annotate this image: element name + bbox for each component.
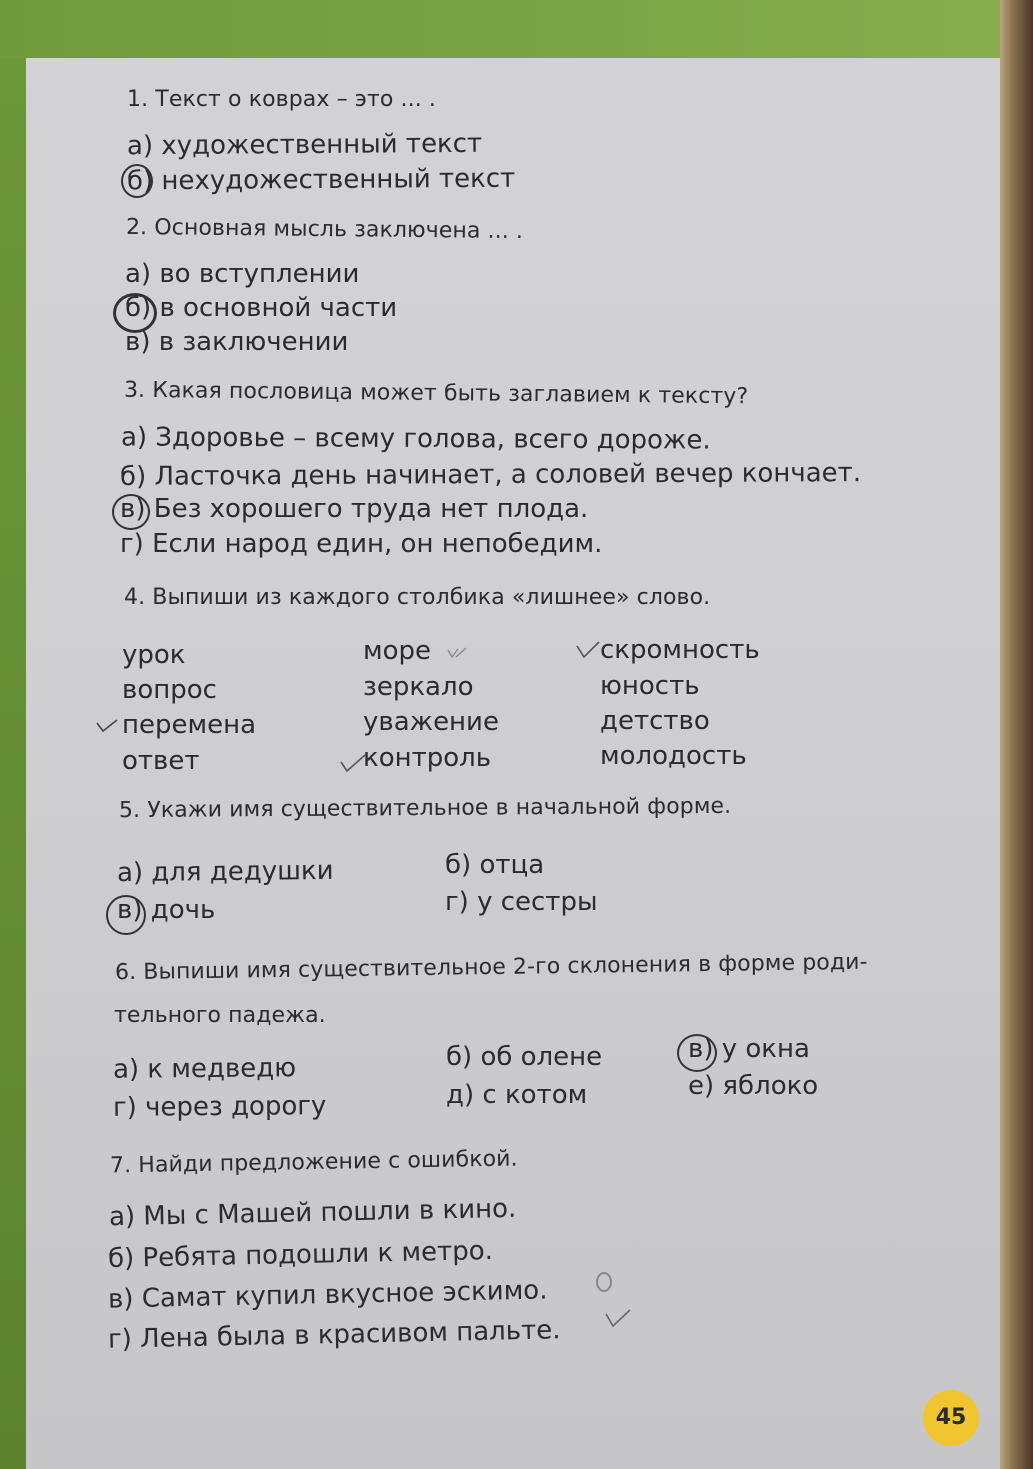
question-2-prompt: 2. Основная мысль заключена ... . — [125, 214, 524, 245]
circle-doodle-icon — [592, 1270, 616, 1294]
answer-circle-mark — [121, 164, 153, 198]
question-1-option-b: б) нехудожественный текст — [126, 163, 516, 197]
question-6-option-b: б) об олене — [446, 1042, 603, 1072]
column-3-word-3: детство — [600, 706, 710, 736]
question-7-option-d: г) Лена была в красивом пальте. — [107, 1315, 561, 1355]
question-6-option-a: а) к медведю — [112, 1053, 297, 1085]
column-2-word-3: уважение — [363, 707, 499, 737]
check-mark-icon — [95, 718, 119, 734]
page-number: 45 — [935, 1405, 967, 1430]
question-5-option-c: в) дочь — [117, 895, 216, 925]
answer-circle-mark — [113, 293, 157, 333]
question-3-option-c: в) Без хорошего труда нет плода. — [120, 494, 589, 524]
question-7-option-a: а) Мы с Машей пошли в кино. — [108, 1193, 517, 1233]
question-7-prompt: 7. Найди предложение с ошибкой. — [109, 1146, 518, 1179]
column-3-word-1: скромность — [600, 635, 760, 665]
check-mark-icon — [604, 1308, 632, 1330]
question-3-prompt: 3. Какая пословица может быть заглавием к тексту? — [123, 377, 749, 410]
question-4-prompt: 4. Выпиши из каждого столбика «лишнее» слово. — [124, 585, 711, 610]
column-1-word-1: урок — [122, 640, 186, 670]
column-3-word-4: молодость — [600, 741, 747, 771]
question-2-option-a: а) во вступлении — [125, 259, 360, 289]
question-6-prompt-line-2: тельного падежа. — [114, 1003, 326, 1028]
green-side-strip — [0, 58, 26, 1469]
answer-circle-mark — [112, 494, 150, 530]
question-6-prompt-line-1: 6. Выпиши имя существительное 2-го склонения в форме роди- — [114, 949, 868, 986]
answer-circle-mark — [106, 895, 146, 935]
check-mark-icon — [575, 640, 601, 660]
question-7-option-c: в) Самат купил вкусное эскимо. — [107, 1275, 548, 1315]
question-1-prompt: 1. Текст о коврах – это ... . — [127, 87, 436, 112]
column-1-word-2: вопрос — [122, 675, 217, 705]
question-1-option-a: а) художественный текст — [126, 128, 483, 162]
question-5-option-b: б) отца — [445, 850, 545, 880]
column-2-word-4: контроль — [363, 743, 492, 773]
question-5-option-d: г) у сестры — [445, 887, 598, 917]
question-3-option-b: б) Ласточка день начинает, а соловей вечер кончает. — [119, 458, 862, 492]
green-header-band — [0, 0, 1000, 58]
question-3-option-d: г) Если народ един, он непобедим. — [120, 529, 603, 559]
question-6-option-d: г) через дорогу — [112, 1091, 327, 1123]
column-1-word-4: ответ — [122, 746, 200, 776]
question-2-option-b: б) в основной части — [125, 293, 398, 323]
question-6-option-c: в) у окна — [688, 1034, 810, 1064]
column-3-word-2: юность — [600, 671, 700, 701]
question-6-option-f: е) яблоко — [688, 1071, 819, 1101]
question-6-option-e: д) с котом — [446, 1080, 588, 1110]
book-page-edge — [1000, 0, 1033, 1469]
question-5-prompt: 5. Укажи имя существительное в начальной форме. — [118, 793, 732, 824]
check-mark-icon — [339, 752, 367, 774]
column-2-word-2: зеркало — [363, 672, 474, 702]
check-mark-icon — [446, 645, 470, 661]
answer-circle-mark — [677, 1034, 717, 1072]
question-3-option-a: а) Здоровье – всему голова, всего дороже. — [120, 422, 711, 456]
question-5-option-a: а) для дедушки — [116, 855, 334, 889]
column-1-word-3: перемена — [122, 710, 257, 740]
column-2-word-1: море — [363, 636, 432, 666]
question-7-option-b: б) Ребята подошли к метро. — [107, 1235, 494, 1275]
question-2-option-c: в) в заключении — [125, 327, 349, 357]
